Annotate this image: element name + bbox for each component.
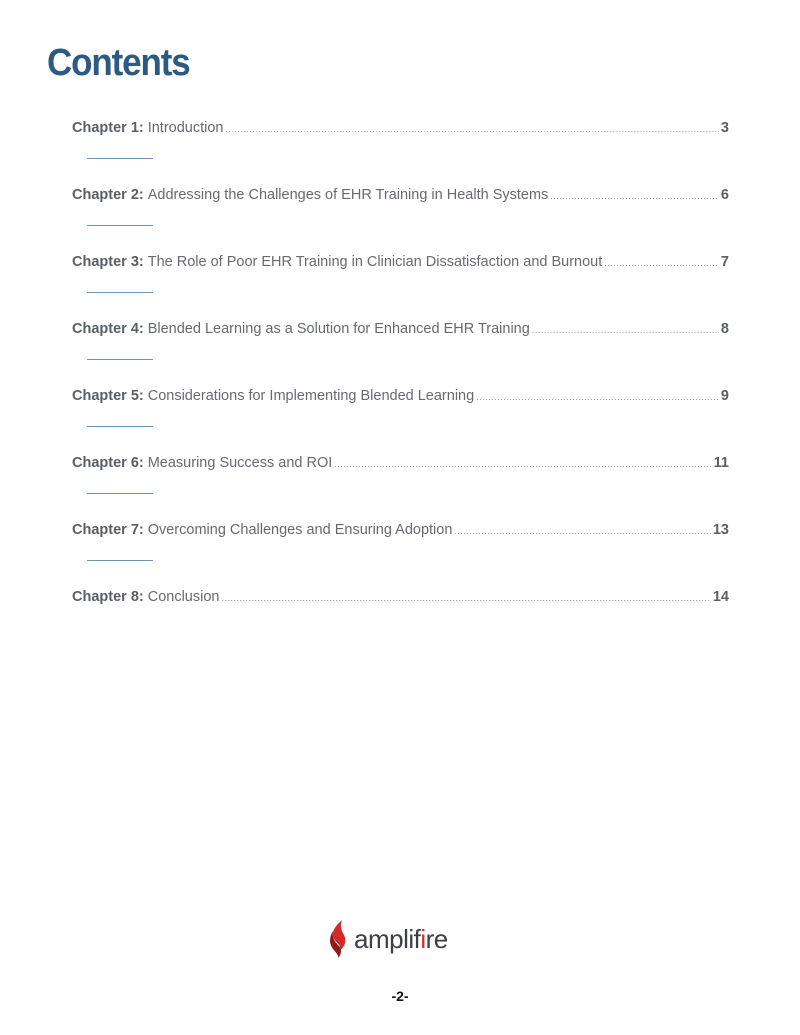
toc-entry-chapter-6[interactable]	[72, 451, 729, 518]
chapter-label: Chapter 2:	[72, 187, 144, 203]
dot-leader	[454, 519, 710, 543]
flame-logo-icon	[328, 919, 352, 959]
dot-leader	[221, 586, 710, 610]
dot-leader	[226, 117, 719, 141]
divider-line	[87, 292, 153, 293]
page-number: 14	[712, 589, 729, 605]
divider-line	[87, 225, 153, 226]
chapter-title: Addressing the Challenges of EHR Training in Health Systems	[147, 187, 549, 203]
page-number: 11	[713, 455, 729, 471]
chapter-label: Chapter 3:	[72, 254, 144, 270]
toc-entry-chapter-2[interactable]	[72, 183, 729, 250]
toc-entry-chapter-7[interactable]	[72, 518, 729, 585]
divider-line	[87, 158, 153, 159]
logo-wordmark: amplifire	[354, 924, 448, 954]
page-number-footer: -2-	[391, 988, 409, 1004]
chapter-title: Overcoming Challenges and Ensuring Adoption	[147, 522, 453, 538]
toc-entry-chapter-1[interactable]	[72, 116, 729, 183]
toc-entry-chapter-4[interactable]	[72, 317, 729, 384]
chapter-label: Chapter 7:	[72, 522, 144, 538]
toc-entry-chapter-8[interactable]	[72, 585, 729, 652]
page-title: Contents	[47, 42, 190, 84]
amplifire-logo	[328, 918, 478, 960]
dot-leader	[532, 318, 719, 342]
chapter-title: The Role of Poor EHR Training in Clinician Dissatisfaction and Burnout	[147, 254, 603, 270]
toc-entry-chapter-3[interactable]	[72, 250, 729, 317]
divider-line	[87, 493, 153, 494]
chapter-title: Considerations for Implementing Blended Learning	[147, 388, 475, 404]
chapter-title: Introduction	[147, 120, 224, 136]
chapter-label: Chapter 1:	[72, 120, 144, 136]
page-number: 3	[720, 120, 729, 136]
page-number: 7	[720, 254, 729, 270]
page-number: 6	[720, 187, 729, 203]
dot-leader	[334, 452, 711, 476]
chapter-label: Chapter 5:	[72, 388, 144, 404]
divider-line	[87, 426, 153, 427]
divider-line	[87, 359, 153, 360]
chapter-title: Measuring Success and ROI	[147, 455, 333, 471]
chapter-label: Chapter 8:	[72, 589, 144, 605]
page-number: 8	[720, 321, 729, 337]
dot-leader	[476, 385, 719, 409]
dot-leader	[550, 184, 719, 208]
page-number: 13	[712, 522, 729, 538]
toc-entry-chapter-5[interactable]	[72, 384, 729, 451]
chapter-title: Blended Learning as a Solution for Enhanced EHR Training	[147, 321, 530, 337]
chapter-title: Conclusion	[147, 589, 220, 605]
dot-leader	[604, 251, 719, 275]
page-number: 9	[720, 388, 729, 404]
chapter-label: Chapter 6:	[72, 455, 144, 471]
table-of-contents	[72, 116, 729, 652]
chapter-label: Chapter 4:	[72, 321, 144, 337]
divider-line	[87, 560, 153, 561]
